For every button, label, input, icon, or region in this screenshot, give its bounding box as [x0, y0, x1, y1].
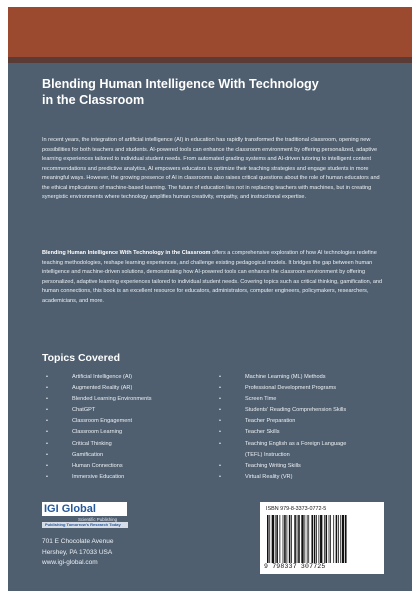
logo-tagline-2-bar	[42, 522, 128, 528]
barcode-box	[260, 502, 384, 574]
topic-item: • Professional Development Programs	[217, 383, 387, 394]
top-color-band	[8, 7, 412, 61]
topics-list-left	[44, 372, 204, 483]
publisher-logo	[42, 502, 127, 528]
back-cover	[8, 7, 412, 591]
logo-name: IGI Global	[44, 503, 96, 515]
book-title-line2: in the Classroom	[42, 93, 145, 107]
address-line-2: Hershey, PA 17033 USA	[42, 548, 113, 556]
book-title	[42, 76, 382, 108]
topic-item: • Blended Learning Environments	[44, 394, 204, 405]
topic-item: • ChatGPT	[44, 405, 204, 416]
topic-item: • Immersive Education	[44, 472, 204, 483]
topic-item: • Augmented Reality (AR)	[44, 383, 204, 394]
description-paragraph-2	[42, 249, 386, 306]
topic-item: • Teaching Writing Skills	[217, 461, 387, 472]
isbn-label: ISBN 979-8-3373-0772-5	[266, 506, 327, 512]
book-title-line1: Blending Human Intelligence With Technology	[42, 77, 319, 91]
book-title-inline: Blending Human Intelligence With Technology in the Classroom	[42, 250, 211, 256]
topic-item: • Virtual Reality (VR)	[217, 472, 387, 483]
address-line-1: 701 E Chocolate Avenue	[42, 538, 114, 545]
description-paragraph-1: In recent years, the integration of artificial intelligence (AI) in education has rapidly transformed the traditional classroom, opening new possibilities for both teachers and students. AI-powered tools can enhance the classroom environment by offering personalized, adaptive learning experiences tailored to individual student needs. From automated grading systems and AI-driven tutoring to intelligent content recommendations and predictive analytics, AI empowers educators to optimize their teaching strategies and engage students in more meaningful ways. However, the growing presence of AI in classrooms also raises critical questions about the role of human educators and the ethical implications of machine-based learning. The future of education lies not in replacing teachers with machines, but in creating synergistic environments where technology amplifies human creativity, empathy, and instructional expertise.	[42, 137, 380, 200]
topic-item: • Teacher Preparation	[217, 416, 387, 427]
topics-list-right	[217, 372, 387, 483]
topic-item: • Teaching English as a Foreign Language	[217, 439, 387, 450]
topic-item-continuation: (TEFL) Instruction	[245, 451, 290, 458]
topic-item: • Machine Learning (ML) Methods	[217, 372, 387, 383]
publisher-address	[42, 537, 113, 569]
topic-item: • Human Connections	[44, 461, 204, 472]
topics-heading: Topics Covered	[42, 352, 120, 364]
topic-item: • Gamification	[44, 450, 204, 461]
top-band-shadow	[8, 57, 412, 63]
topic-item: • Students' Reading Comprehension Skills	[217, 405, 387, 416]
topic-item: • Critical Thinking	[44, 439, 204, 450]
description-paragraph-2-text: offers a comprehensive exploration of how AI technologies redefine teaching methodologies, reshape learning experiences, and challenge existing pedagogical models. It bridges the gap between human intelligence and machine-driven solutions, demonstrating how AI-powered tools can enhance the classroom environment by offering personalized, adaptive learning experiences tailored to individual student needs. Covering topics such as critical thinking, gamification, and human connections, this book is an excellent resource for educators, administrators, computer engineers, policymakers, researchers, academicians, and more.	[42, 250, 383, 304]
logo-tagline-2: Publishing Tomorrow's Research Today	[45, 522, 121, 527]
topic-item: • Classroom Learning	[44, 427, 204, 438]
topic-item: • Teacher Skills	[217, 427, 387, 438]
topic-item: • Classroom Engagement	[44, 416, 204, 427]
publisher-website[interactable]: www.igi-global.com	[42, 559, 98, 567]
barcode-digits: 9 798337 307725	[264, 563, 326, 570]
logo-tagline-1: Scientific Publishing	[78, 517, 118, 522]
barcode-icon	[266, 515, 378, 563]
topic-item: • Screen Time	[217, 394, 387, 405]
topic-item: • Artificial Intelligence (AI)	[44, 372, 204, 383]
